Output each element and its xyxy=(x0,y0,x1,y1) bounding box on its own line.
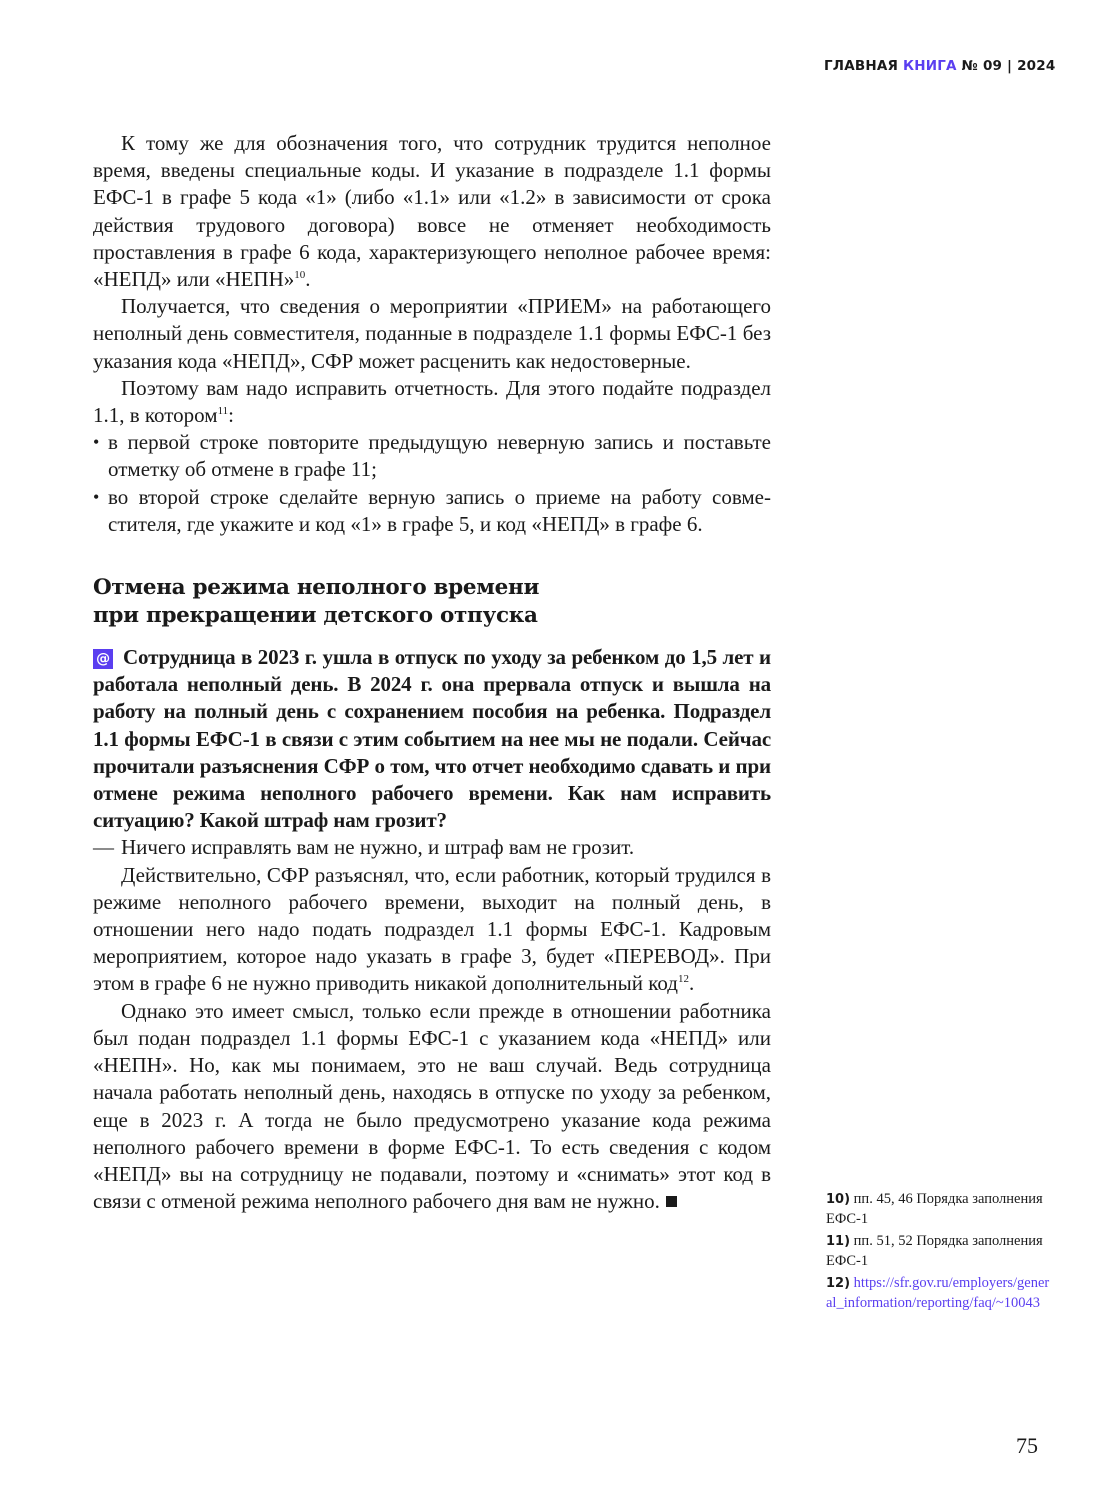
paragraph: К тому же для обозначения того, что сотрудник трудится неполное время, введены специальные коды. И указание в подразделе 1.1 формы ЕФС-1 в графе 5 кода «1» (либо «1.1» или «1.2» в зависимости от срока действия трудового договора) вовсе не отменяет необходимость проставления в графе 6 кода, характеризующего неполное рабочее время: «НЕПД» или «НЕПН»$^{10}$. xyxy=(93,131,771,292)
end-of-article-square-icon xyxy=(666,1196,677,1207)
footnote-ref[interactable]: 12 xyxy=(677,973,689,986)
section-heading: Отмена режима неполного времени при прекращении детского отпуска xyxy=(93,575,540,629)
page-number: 75 xyxy=(1016,1433,1038,1458)
footnote-12: 12) https://sfr.gov.ru/employers/general_information/reporting/faq/~10043 xyxy=(826,1275,1050,1311)
sfr-faq-link[interactable]: https://sfr.gov.ru/employers/general_information/reporting/faq/~10043 xyxy=(826,1275,1050,1311)
footnote-11: 11) пп. 51, 52 Порядка заполнения ЕФС-1 xyxy=(826,1233,1043,1269)
footnote-ref[interactable]: 10 xyxy=(294,269,306,282)
list-item: • во второй строке сделайте верную запись о приеме на работу совместителя, где укажите и код «1» в графе 5, и код «НЕПД» в графе 6. xyxy=(93,484,771,538)
brand-name-part1: ГЛАВНАЯ xyxy=(824,58,899,74)
list-item: • в первой строке повторите предыдущую неверную запись и поставьте отметку об отмене в графе 11; xyxy=(93,429,771,483)
article-body xyxy=(93,130,771,1215)
dash: — xyxy=(93,835,114,860)
brand-name-part2: КНИГА xyxy=(903,58,957,74)
bullet-list xyxy=(93,429,771,538)
paragraph: Однако это имеет смысл, только если прежде в отношении работника был подан подраздел 1.1 формы ЕФС-1 с указанием кода «НЕПД» или «НЕПН». Но, как мы понимаем, это не ваш случай. Ведь сотрудница начала работать неполный день, находясь в отпуске по уходу за ребенком, еще в 2023 г. А тогда не было предусмотрено указание кода режима неполного рабочего времени в форме ЕФС-1. То есть сведения с кодом «НЕПД» вы на сотрудницу не подавали, поэтому и «снимать» этот код в связи с отменой режима неполного рабочего дня вам не нужно. xyxy=(93,998,771,1214)
issue-number: № 09 | 2024 xyxy=(961,58,1056,74)
reader-question: @ Сотрудница в 2023 г. ушла в отпуск по уходу за ребенком до 1,5 лет и работала неполный день. В 2024 г. она прервала отпуск и вышла на работу на полный день с сохранением пособия на ребенка. Подраздел 1.1 формы ЕФС-1 в связи с этим событием на нее мы не подали. Сейчас прочитали разъяснения СФР о том, что отчет необходимо сдавать и при отмене режима неполного рабочего времени. Как нам исправить ситуацию? Какой штраф нам грозит? xyxy=(93,645,771,833)
paragraph: Действительно, СФР разъяснял, что, если работник, который трудился в режиме неполного рабочего времени, выходит на полный день, в отношении него надо подать подраздел 1.1 формы ЕФС-1. Кадровым мероприятием, которое надо указать в графе 3, будет «ПЕРЕВОД». При этом в графе 6 не нужно приводить никакой дополнительный код$^{12}$. xyxy=(93,862,771,996)
paragraph: Поэтому вам надо исправить отчетность. Для этого подайте подраздел 1.1, в котором$^{11}$: xyxy=(93,375,771,428)
paragraph: Получается, что сведения о мероприятии «ПРИЕМ» на работающего неполный день совместителя, поданные в подразделе 1.1 формы ЕФС-1 без указания кода «НЕПД», СФР может расценить как недостоверные. xyxy=(93,294,771,373)
footnotes xyxy=(826,1190,1051,1316)
email-at-icon: @ xyxy=(93,649,113,669)
footnote-ref[interactable]: 11 xyxy=(217,405,229,418)
magazine-header xyxy=(824,58,1054,74)
answer: — Ничего исправлять вам не нужно, и штраф вам не грозит. xyxy=(93,834,771,861)
footnote-10: 10) пп. 45, 46 Порядка заполнения ЕФС-1 xyxy=(826,1191,1043,1227)
